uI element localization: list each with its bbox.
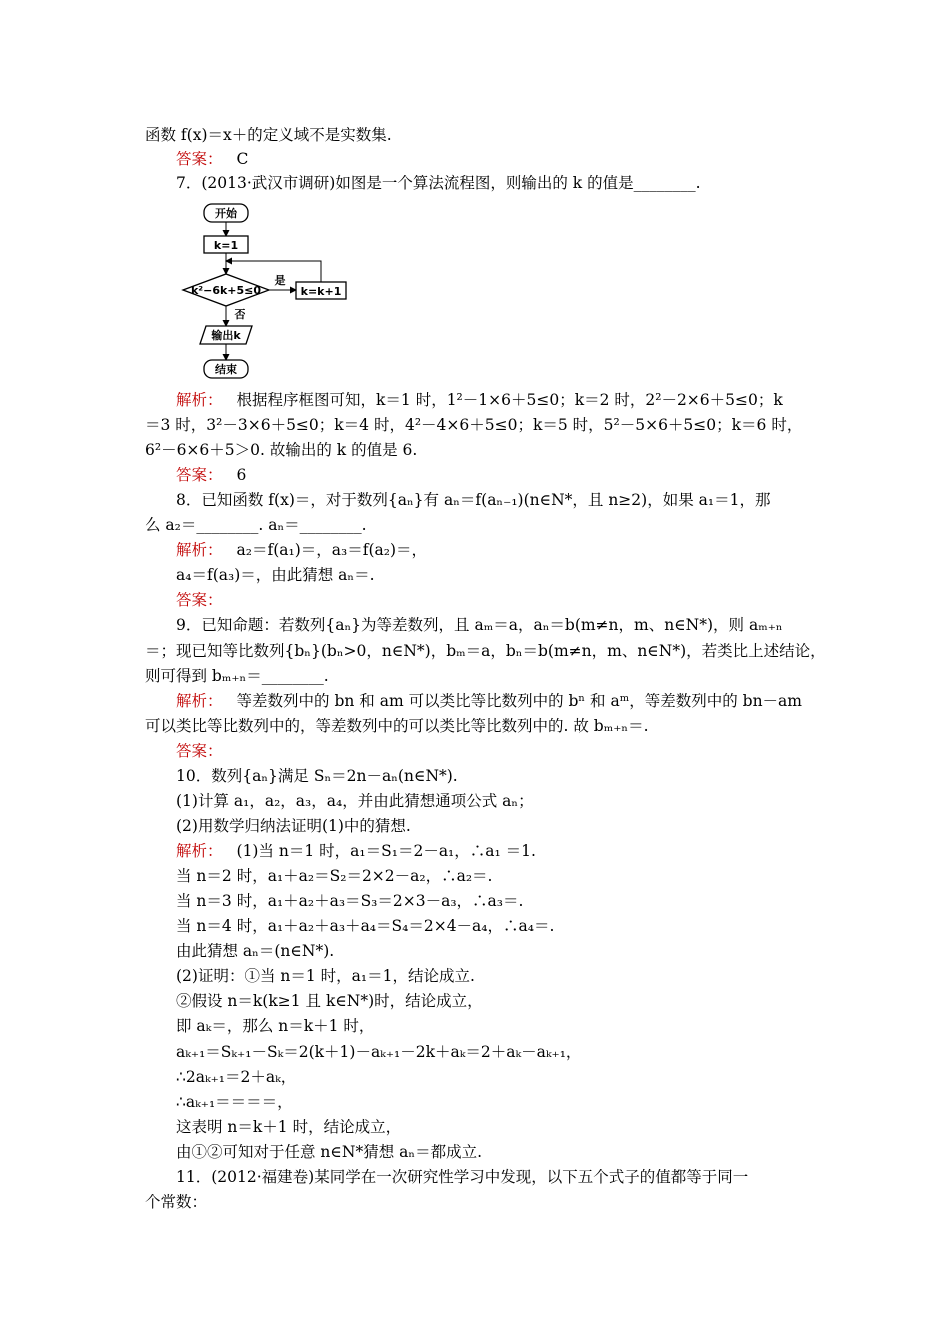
analysis-row <box>176 539 427 561</box>
answer-label: 答案： <box>176 150 223 168</box>
yes-label: 是 <box>274 274 286 287</box>
no-label: 否 <box>234 308 246 321</box>
output-label: 输出k <box>211 329 241 342</box>
analysis-text: 等差数列中的 bn 和 am 可以类比等比数列中的 bⁿ 和 aᵐ，等差数列中的 bn－am <box>236 692 802 710</box>
flowchart-svg <box>180 200 355 385</box>
text-line: 当 n＝3 时，a₁＋a₂＋a₃＝S₃＝2×3－a₃，∴a₃＝. <box>176 892 524 910</box>
answer-label: 答案： <box>176 466 223 484</box>
question-7: 7．(2013·武汉市调研)如图是一个算法流程图，则输出的 k 的值是________. <box>176 174 701 192</box>
text-line: ＝3 时，3²－3×6＋5≤0；k＝4 时，4²－4×6＋5≤0；k＝5 时，5²－5×6＋5≤0；k＝6 时， <box>145 416 803 434</box>
text-line: ∴2aₖ₊₁＝2＋aₖ， <box>176 1068 297 1086</box>
text-line: (2)证明：①当 n＝1 时，a₁＝1，结论成立. <box>176 967 475 985</box>
flowchart <box>180 200 355 385</box>
text-line: 函数 f(x)＝x＋的定义域不是实数集. <box>145 126 392 144</box>
text-line: (1)计算 a₁，a₂，a₃，a₄，并由此猜想通项公式 aₙ； <box>176 792 534 810</box>
question-9: 9．已知命题：若数列{aₙ}为等差数列，且 aₘ＝a，aₙ＝b(m≠n，m、n∈N*)，则 aₘ₊ₙ <box>176 616 783 634</box>
analysis-label: 解析： <box>176 391 223 409</box>
analysis-label: 解析： <box>176 692 223 710</box>
analysis-row <box>176 389 783 411</box>
question-10: 10．数列{aₙ}满足 Sₙ＝2n－aₙ(n∈N*). <box>176 767 458 785</box>
analysis-label: 解析： <box>176 541 223 559</box>
text-line: 当 n＝2 时，a₁＋a₂＝S₂＝2×2－a₂，∴a₂＝. <box>176 867 493 885</box>
condition-label: k²−6k+5≤0 <box>190 284 262 297</box>
text-line: 则可得到 bₘ₊ₙ＝________. <box>145 667 329 685</box>
analysis-row <box>176 840 536 862</box>
answer-label: 答案： <box>176 591 223 609</box>
question-11: 11．(2012·福建卷)某同学在一次研究性学习中发现，以下五个式子的值都等于同一 <box>176 1168 749 1186</box>
text-line: 6²－6×6＋5＞0. 故输出的 k 的值是 6. <box>145 441 418 459</box>
text-line: ②假设 n＝k(k≥1 且 k∈N*)时，结论成立， <box>176 992 483 1010</box>
text-line: ∴aₖ₊₁＝＝＝＝， <box>176 1093 293 1111</box>
text-line: (2)用数学归纳法证明(1)中的猜想. <box>176 817 411 835</box>
text-line: 由此猜想 aₙ＝(n∈N*). <box>176 942 335 960</box>
answer-row <box>176 148 248 170</box>
text-line: 个常数： <box>145 1193 208 1211</box>
analysis-text: (1)当 n＝1 时，a₁＝S₁＝2－a₁，∴a₁ ＝1. <box>236 842 536 860</box>
text-line: aₖ₊₁＝Sₖ₊₁－Sₖ＝2(k＋1)－aₖ₊₁－2k＋aₖ＝2＋aₖ－aₖ₊₁， <box>176 1043 582 1061</box>
text-line: 这表明 n＝k＋1 时，结论成立， <box>176 1118 402 1136</box>
answer-label: 答案： <box>176 742 223 760</box>
text-line: 即 aₖ＝，那么 n＝k＋1 时， <box>176 1017 375 1035</box>
analysis-text: a₂＝f(a₁)＝，a₃＝f(a₂)＝， <box>236 541 427 559</box>
text-line: ＝；现已知等比数列{bₙ}(bₙ>0，n∈N*)，bₘ＝a，bₙ＝b(m≠n，m、n∈N*)，若类比上述结论， <box>145 642 826 660</box>
analysis-text: 根据程序框图可知，k＝1 时，1²－1×6＋5≤0；k＝2 时，2²－2×6＋5≤0；k <box>236 391 783 409</box>
end-label: 结束 <box>215 363 237 376</box>
analysis-label: 解析： <box>176 842 223 860</box>
init-label: k=1 <box>213 239 239 252</box>
text-line: a₄＝f(a₃)＝，由此猜想 aₙ＝. <box>176 566 375 584</box>
answer-row <box>176 464 246 486</box>
answer-value: 6 <box>236 466 247 484</box>
analysis-row <box>176 690 802 712</box>
answer-value: C <box>236 150 249 168</box>
increment-label: k=k+1 <box>300 285 342 298</box>
text-line: 么 a₂＝________. aₙ＝________. <box>145 516 367 534</box>
start-label: 开始 <box>215 207 237 220</box>
text-line: 可以类比等比数列中的，等差数列中的可以类比等比数列中的. 故 bₘ₊ₙ＝. <box>145 717 649 735</box>
text-line: 由①②可知对于任意 n∈N*猜想 aₙ＝都成立. <box>176 1143 482 1161</box>
text-line: 当 n＝4 时，a₁＋a₂＋a₃＋a₄＝S₄＝2×4－a₄，∴a₄＝. <box>176 917 555 935</box>
question-8: 8．已知函数 f(x)＝，对于数列{aₙ}有 aₙ＝f(aₙ₋₁)(n∈N*，且 n≥2)，如果 a₁＝1，那 <box>176 491 771 509</box>
